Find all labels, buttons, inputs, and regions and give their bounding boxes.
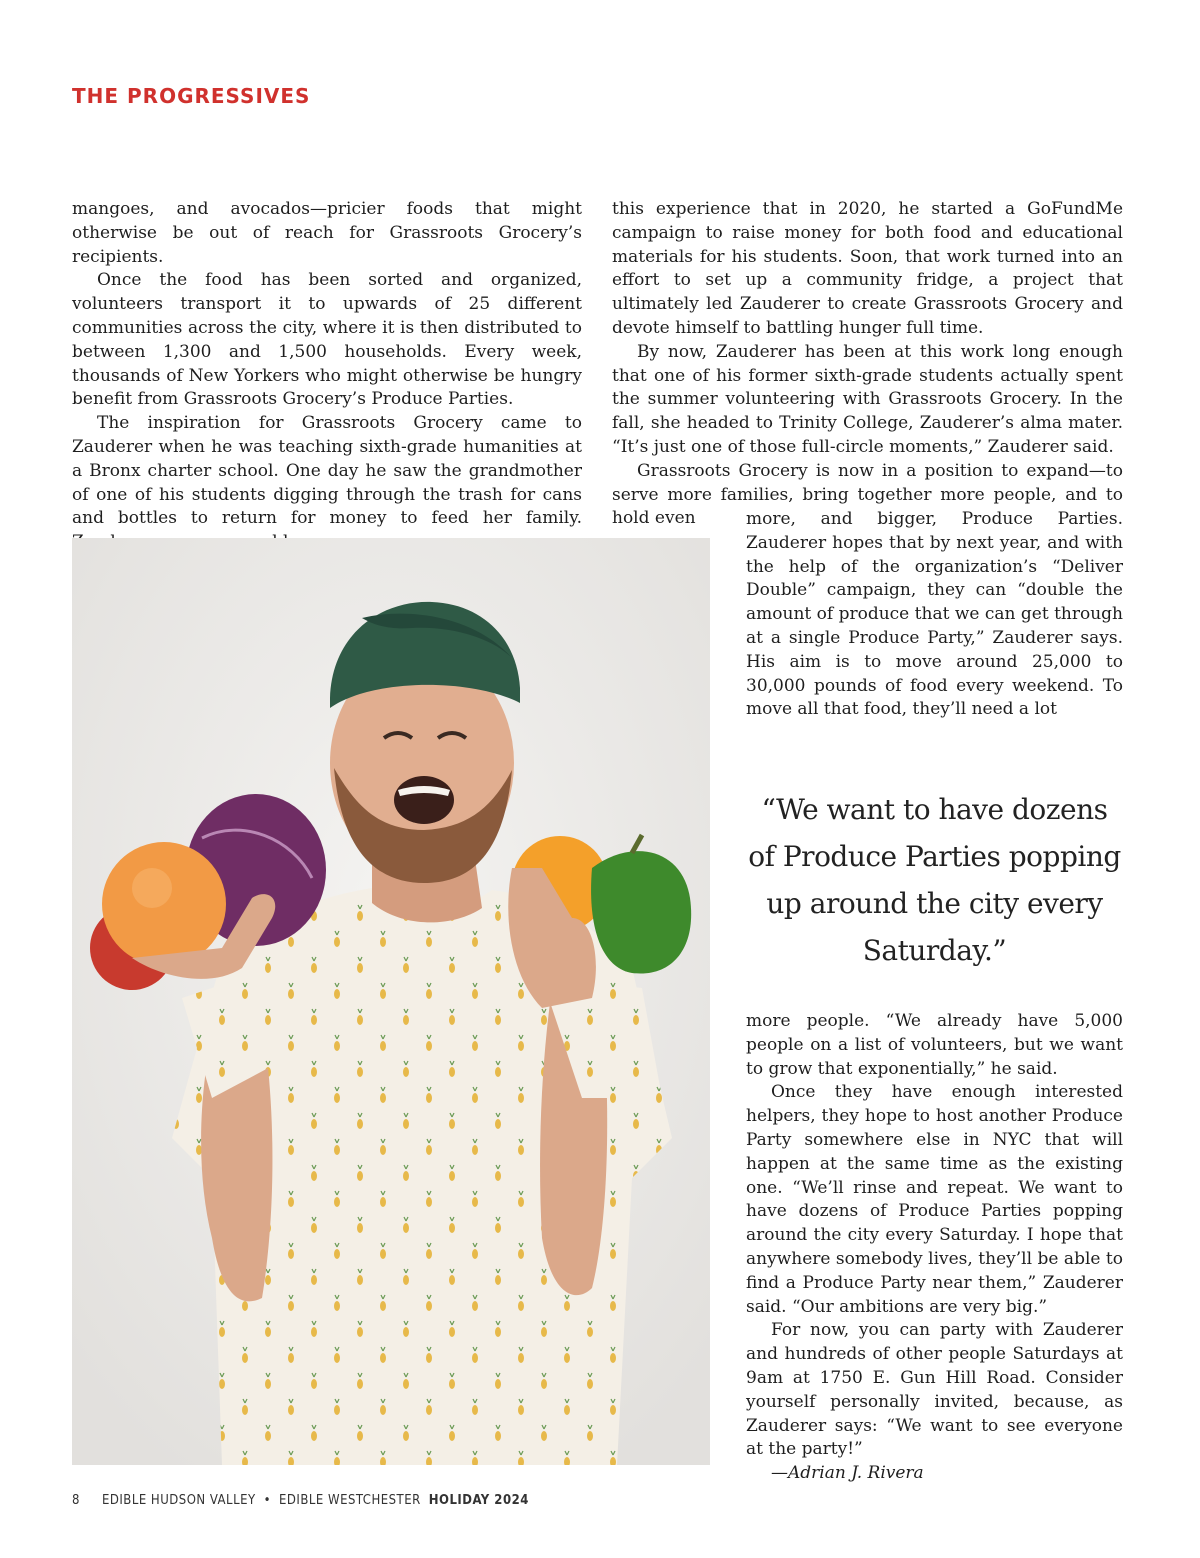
pull-quote: “We want to have dozens of Produce Parties popping up around the city every Saturday.” xyxy=(748,793,1121,967)
paragraph: By now, Zauderer has been at this work long enough that one of his former sixth-grade students actually spent the summer volunteering with Grassroots Grocery. In the fall, she headed to Trinity College, Zauderer’s alma mater. “It’s just one of those full-circle moments,” Zauderer said. xyxy=(612,341,1123,457)
article-column-right xyxy=(612,198,1123,531)
paragraph: The inspiration for Grassroots Grocery came to Zauderer when he was teaching sixth-grade humanities at a Bronx charter school. One day he saw the grandmother of one of his students digging through the trash for cans and bottles to return for money to feed her family. xyxy=(72,413,582,529)
paragraph: this experience that in 2020, he started a GoFundMe campaign to raise money for both food and educational materials for his students. Soon, that work turned into an effort to set up a community fridge, a project that ultimately led Zauderer to create Grassroots Grocery and devote himself to battling hunger full time. xyxy=(612,199,1123,338)
paragraph: For now, you can party with Zauderer and hundreds of other people Saturdays at 9am at 1750 E. Gun Hill Road. Consider yourself personally invited, because, as Zauderer says: “We want to see everyone at the party!” xyxy=(746,1320,1123,1460)
article-column-narrow-bottom xyxy=(746,1010,1123,1486)
paragraph: Grassroots Grocery is now in a position to expand—to serve more families, bring together more people, and to hold even xyxy=(612,460,1123,529)
issue-label: HOLIDAY 2024 xyxy=(428,1493,529,1508)
publication-name: EDIBLE HUDSON VALLEY xyxy=(101,1493,256,1508)
section-label: THE PROGRESSIVES xyxy=(72,84,311,108)
paragraph: mangoes, and avocados—pricier foods that might otherwise be out of reach for Grassroots Grocery’s recipients. xyxy=(72,199,582,267)
paragraph: Once they have enough interested helpers, they hope to host another Produce Party somewhere else in NYC that will happen at the same time as the existing one. “We’ll rinse and repeat. We want to have dozens of Produce Parties popping around the city every Saturday. I hope that anywhere somebody lives, they’ll be able to find a Produce Party near them,” Zauderer said. “Our ambitions are very big.” xyxy=(746,1082,1123,1317)
paragraph: more, and bigger, Produce Parties. Zauderer hopes that by next year, and with the help of the organization’s “Deliver Double” campaign, they can “double the amount of produce that we can get through at a single Produce Party,” Zauderer says. His aim is to move around 25,000 to 30,000 pounds of food every weekend. To move all that food, they’ll need a lot xyxy=(746,509,1123,720)
byline: —Adrian J. Rivera xyxy=(771,1463,924,1484)
article-column-narrow-top xyxy=(746,508,1123,722)
paragraph: Once the food has been sorted and organized, volunteers transport it to upwards of 25 different communities across the city, where it is then distributed to between 1,300 and 1,500 households. Every week, thousands of New Yorkers who might otherwise be hungry benefit from Grassroots Grocery’s Produce Parties. xyxy=(72,270,582,410)
footer-separator: • xyxy=(263,1493,272,1508)
publication-name: EDIBLE WESTCHESTER xyxy=(279,1493,421,1508)
paragraph: more people. “We already have 5,000 people on a list of volunteers, but we want to grow that exponentially,” he said. xyxy=(746,1011,1123,1079)
page-number: 8 xyxy=(72,1493,80,1508)
page-footer xyxy=(72,1493,529,1508)
portrait-photo xyxy=(72,538,710,1465)
article-column-left xyxy=(72,198,582,555)
